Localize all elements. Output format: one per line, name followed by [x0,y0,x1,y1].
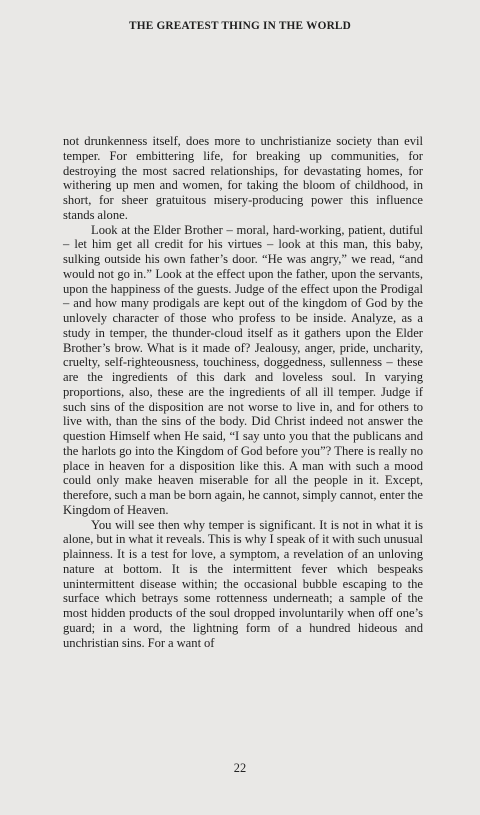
paragraph-3: You will see then why temper is significant. It is not in what it is alone, but in what it reveals. This is why I speak of it with such unusual plainness. It is a test for love, a symptom, a revelation of an unloving nature at bottom. It is the intermittent fever which bespeaks unintermittent disease within; the occasional bubble escaping to the surface which betrays some rottenness underneath; a sample of the most hidden products of the soul dropped involuntarily when off one’s guard; in a word, the lightning form of a hundred hideous and unchristian sins. For a want of [63,517,423,650]
paragraph-2: Look at the Elder Brother – moral, hard-working, patient, dutiful – let him get all credit for his virtues – look at this man, this baby, sulking outside his own father’s door. “He was angry,” we read, “and would not go in.” Look at the effect upon the father, upon the servants, upon the happiness of the guests. Judge of the effect upon the Prodigal – and how many prodigals are kept out of the kingdom of God by the unlovely character of those who profess to be inside. Analyze, as a study in temper, the thunder-cloud itself as it gathers upon the Elder Brother’s brow. What is it made of? Jealousy, anger, pride, uncharity, cruelty, self-righteousness, touchiness, doggedness, sullenness – these are the ingredients of this dark and loveless soul. In varying proportions, also, these are the ingredients of all ill temper. Judge if such sins of the disposition are not worse to live in, and for others to live with, than the sins of the body. Did Christ indeed not answer the question Himself when He said, “I say unto you that the publicans and the harlots go into the Kingdom of God before you”? There is really no place in heaven for a disposition like this. A man with such a mood could only make heaven miserable for all the people in it. Except, therefore, such a man be born again, he cannot, simply cannot, enter the Kingdom of Heaven. [63,222,423,517]
running-head: THE GREATEST THING IN THE WORLD [128,20,352,32]
paragraph-1: not drunkenness itself, does more to unchristianize society than evil temper. For embittering life, for breaking up communities, for destroying the most sacred relationships, for devastating homes, for withering up men and women, for taking the bloom of childhood, in short, for sheer gratuitous misery-producing power this influence stands alone. [63,134,423,222]
body-text [63,134,423,650]
page-number: 22 [233,761,247,775]
